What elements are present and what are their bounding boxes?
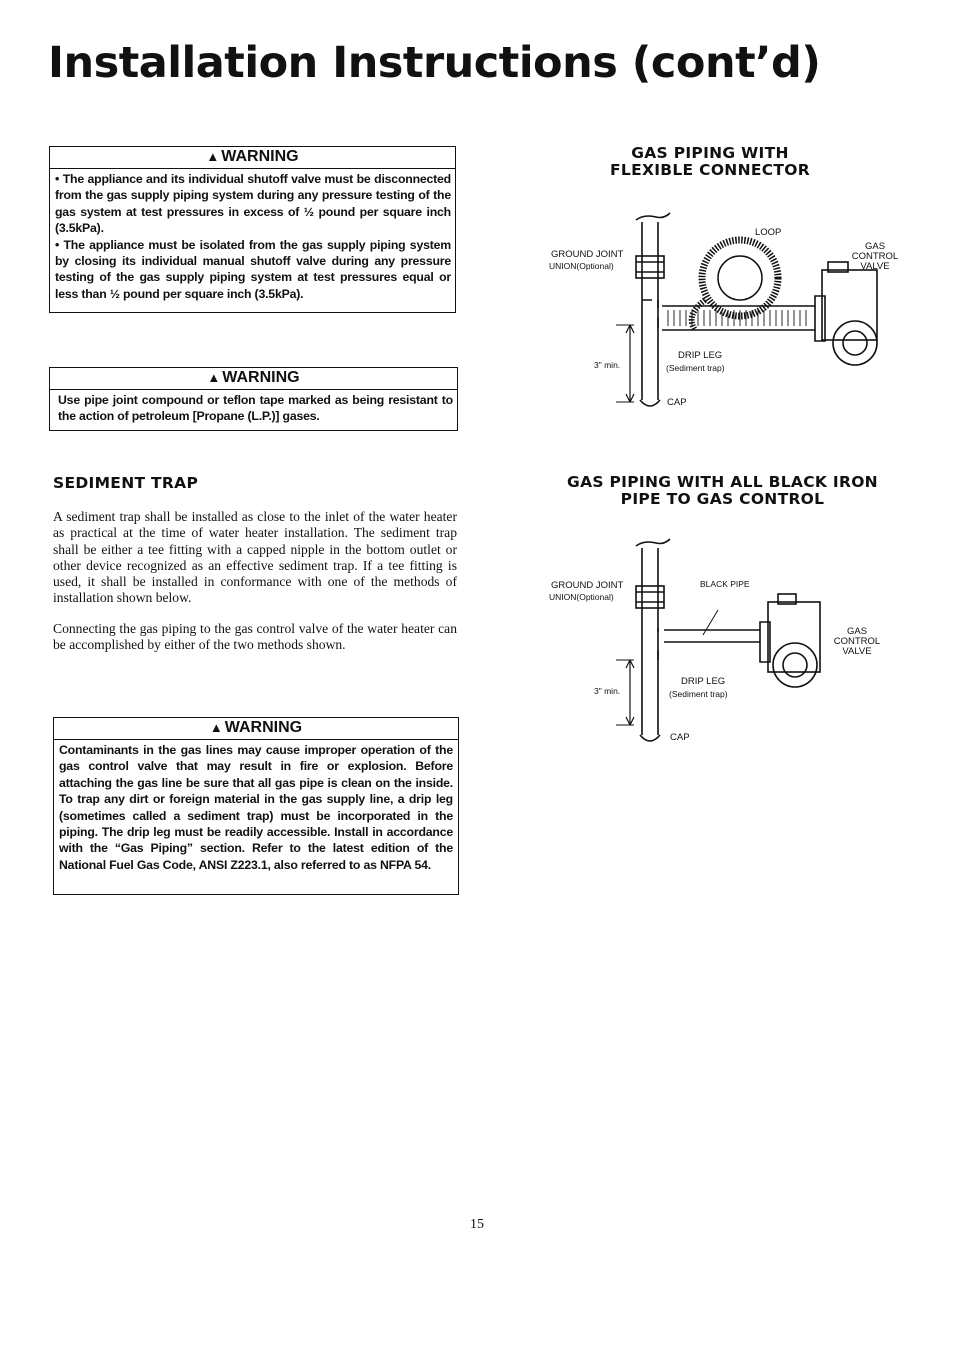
label-3-min: 3" min. — [594, 686, 621, 696]
warning-triangle-icon: ▲ — [209, 720, 223, 735]
page-number: 15 — [470, 1217, 484, 1232]
label-union-optional: UNION(Optional) — [549, 592, 614, 602]
label-ground-joint: GROUND JOINT — [551, 249, 624, 260]
label-gas-control-valve: GAS CONTROL VALVE — [833, 626, 881, 657]
label-gas-control-valve: GAS CONTROL VALVE — [851, 241, 899, 272]
label-sediment-trap: (Sediment trap) — [669, 689, 728, 699]
diagram-heading-black-iron-pipe: GAS PIPING WITH ALL BLACK IRON PIPE TO GAS CONTROL — [567, 473, 878, 508]
paragraph: Connecting the gas piping to the gas control valve of the water heater can be accomplished by either of the two methods shown. — [53, 620, 457, 653]
paragraph: A sediment trap shall be installed as close to the inlet of the water heater as practical at the time of water heater installation. The sediment trap shall be either a tee fitting with a capped nipple in the bottom outlet or other device recognized as an effective sediment trap. If a tee fitting is used, it shall be installed in conformance with one of the methods of installation shown below. — [53, 509, 457, 606]
section-heading-sediment-trap: SEDIMENT TRAP — [53, 474, 199, 492]
label-loop: LOOP — [755, 227, 782, 238]
warning-heading: ▲ WARNING — [50, 147, 455, 169]
warning-triangle-icon: ▲ — [207, 370, 221, 385]
warning-bullet: • The appliance must be isolated from the gas supply piping system by closing its individual manual shutoff valve during any pressure testing of the gas supply piping system at test pressures equal or less than ½ pound per square inch (3.5kPa). — [55, 237, 451, 301]
label-cap: CAP — [667, 397, 687, 408]
label-drip-leg: DRIP LEG — [681, 676, 726, 687]
label-union-optional: UNION(Optional) — [549, 261, 614, 271]
warning-text: Contaminants in the gas lines may cause improper operation of the gas control valve that may result in fire or explosion. Before attaching the gas line be sure that all gas pipe is clean on the inside. To trap any dirt or foreign material in the gas supply line, a drip leg (sometimes called a sediment trap) must be incorporated in the piping. The drip leg must be readily accessible. Install in accordance with the “Gas Piping” section. Refer to the latest edition of the National Fuel Gas Code, ANSI Z223.1, also referred to as NFPA 54. — [59, 743, 453, 872]
warning-heading: ▲ WARNING — [50, 368, 457, 390]
warning-bullet: • The appliance and its individual shutoff valve must be disconnected from the gas supply piping system during any pressure testing of the gas system at test pressures in excess of ½ pound per square inch (3.5kPa). — [55, 172, 451, 236]
page-title: Installation Instructions (cont’d) — [48, 38, 821, 88]
label-ground-joint: GROUND JOINT — [551, 580, 624, 591]
label-black-pipe: BLACK PIPE — [700, 579, 750, 589]
label-cap: CAP — [670, 732, 690, 743]
warning-heading: ▲ WARNING — [54, 718, 458, 740]
warning-text: Use pipe joint compound or teflon tape marked as being resistant to the action of petroleum [Propane (L.P.)] gases. — [58, 393, 453, 424]
label-3-min: 3" min. — [594, 360, 621, 370]
label-sediment-trap: (Sediment trap) — [666, 363, 725, 373]
warning-triangle-icon: ▲ — [206, 149, 220, 164]
label-drip-leg: DRIP LEG — [678, 350, 723, 361]
diagram-heading-flexible-connector: GAS PIPING WITH FLEXIBLE CONNECTOR — [610, 144, 810, 179]
